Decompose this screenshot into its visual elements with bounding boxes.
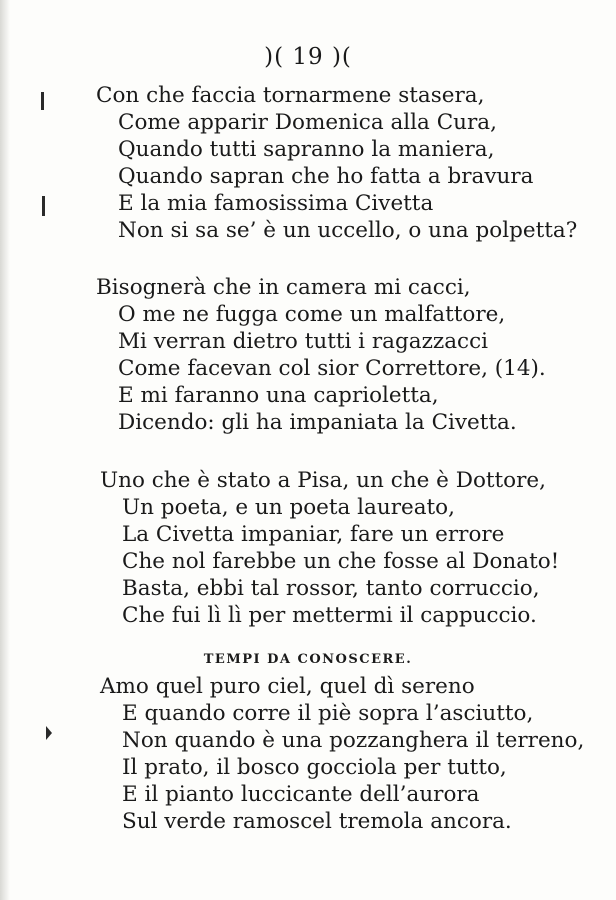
verse-line: Amo quel puro ciel, quel dì sereno [100,674,475,699]
verse-line: Mi verran dietro tutti i ragazzacci [118,329,489,354]
verse-line: E la mia famosissima Civetta [118,191,434,216]
verse-line: Basta, ebbi tal rossor, tanto corruccio, [122,576,540,601]
verse-line: Che fui lì lì per mettermi il cappuccio. [122,603,537,628]
verse-line: Uno che è stato a Pisa, un che è Dottore, [100,468,546,493]
margin-mark [46,726,52,740]
margin-mark [42,196,45,216]
verse-line: E mi faranno una caprioletta, [118,383,439,408]
verse-line: E il pianto luccicante dell’aurora [122,782,480,807]
verse-line: Come facevan col sior Correttore, (14). [118,356,546,381]
verse-line: Sul verde ramoscel tremola ancora. [122,809,512,834]
verse-line: Quando tutti sapranno la maniera, [118,137,495,162]
verse-line: Dicendo: gli ha impaniata la Civetta. [118,410,517,435]
page-edge-shadow [0,0,10,900]
verse-line: Come apparir Domenica alla Cura, [118,110,497,135]
verse-line: Il prato, il bosco gocciola per tutto, [122,755,507,780]
verse-line: Un poeta, e un poeta laureato, [122,495,455,520]
verse-line: O me ne fugga come un malfattore, [118,302,506,327]
verse-line: Non quando è una pozzanghera il terreno, [122,728,585,753]
margin-mark [41,92,44,110]
section-heading: TEMPI DA CONOSCERE. [203,652,413,667]
verse-line: La Civetta impaniar, fare un errore [122,522,505,547]
verse-line: E quando corre il piè sopra l’asciutto, [122,701,534,726]
page-number: )( 19 )( [264,44,352,70]
verse-line: Quando sapran che ho fatta a bravura [118,164,534,189]
verse-line: Bisognerà che in camera mi cacci, [96,275,471,300]
verse-line: Che nol farebbe un che fosse al Donato! [122,549,560,574]
verse-line: Non si sa se’ è un uccello, o una polpetta? [118,218,578,243]
verse-line: Con che faccia tornarmene stasera, [96,83,485,108]
